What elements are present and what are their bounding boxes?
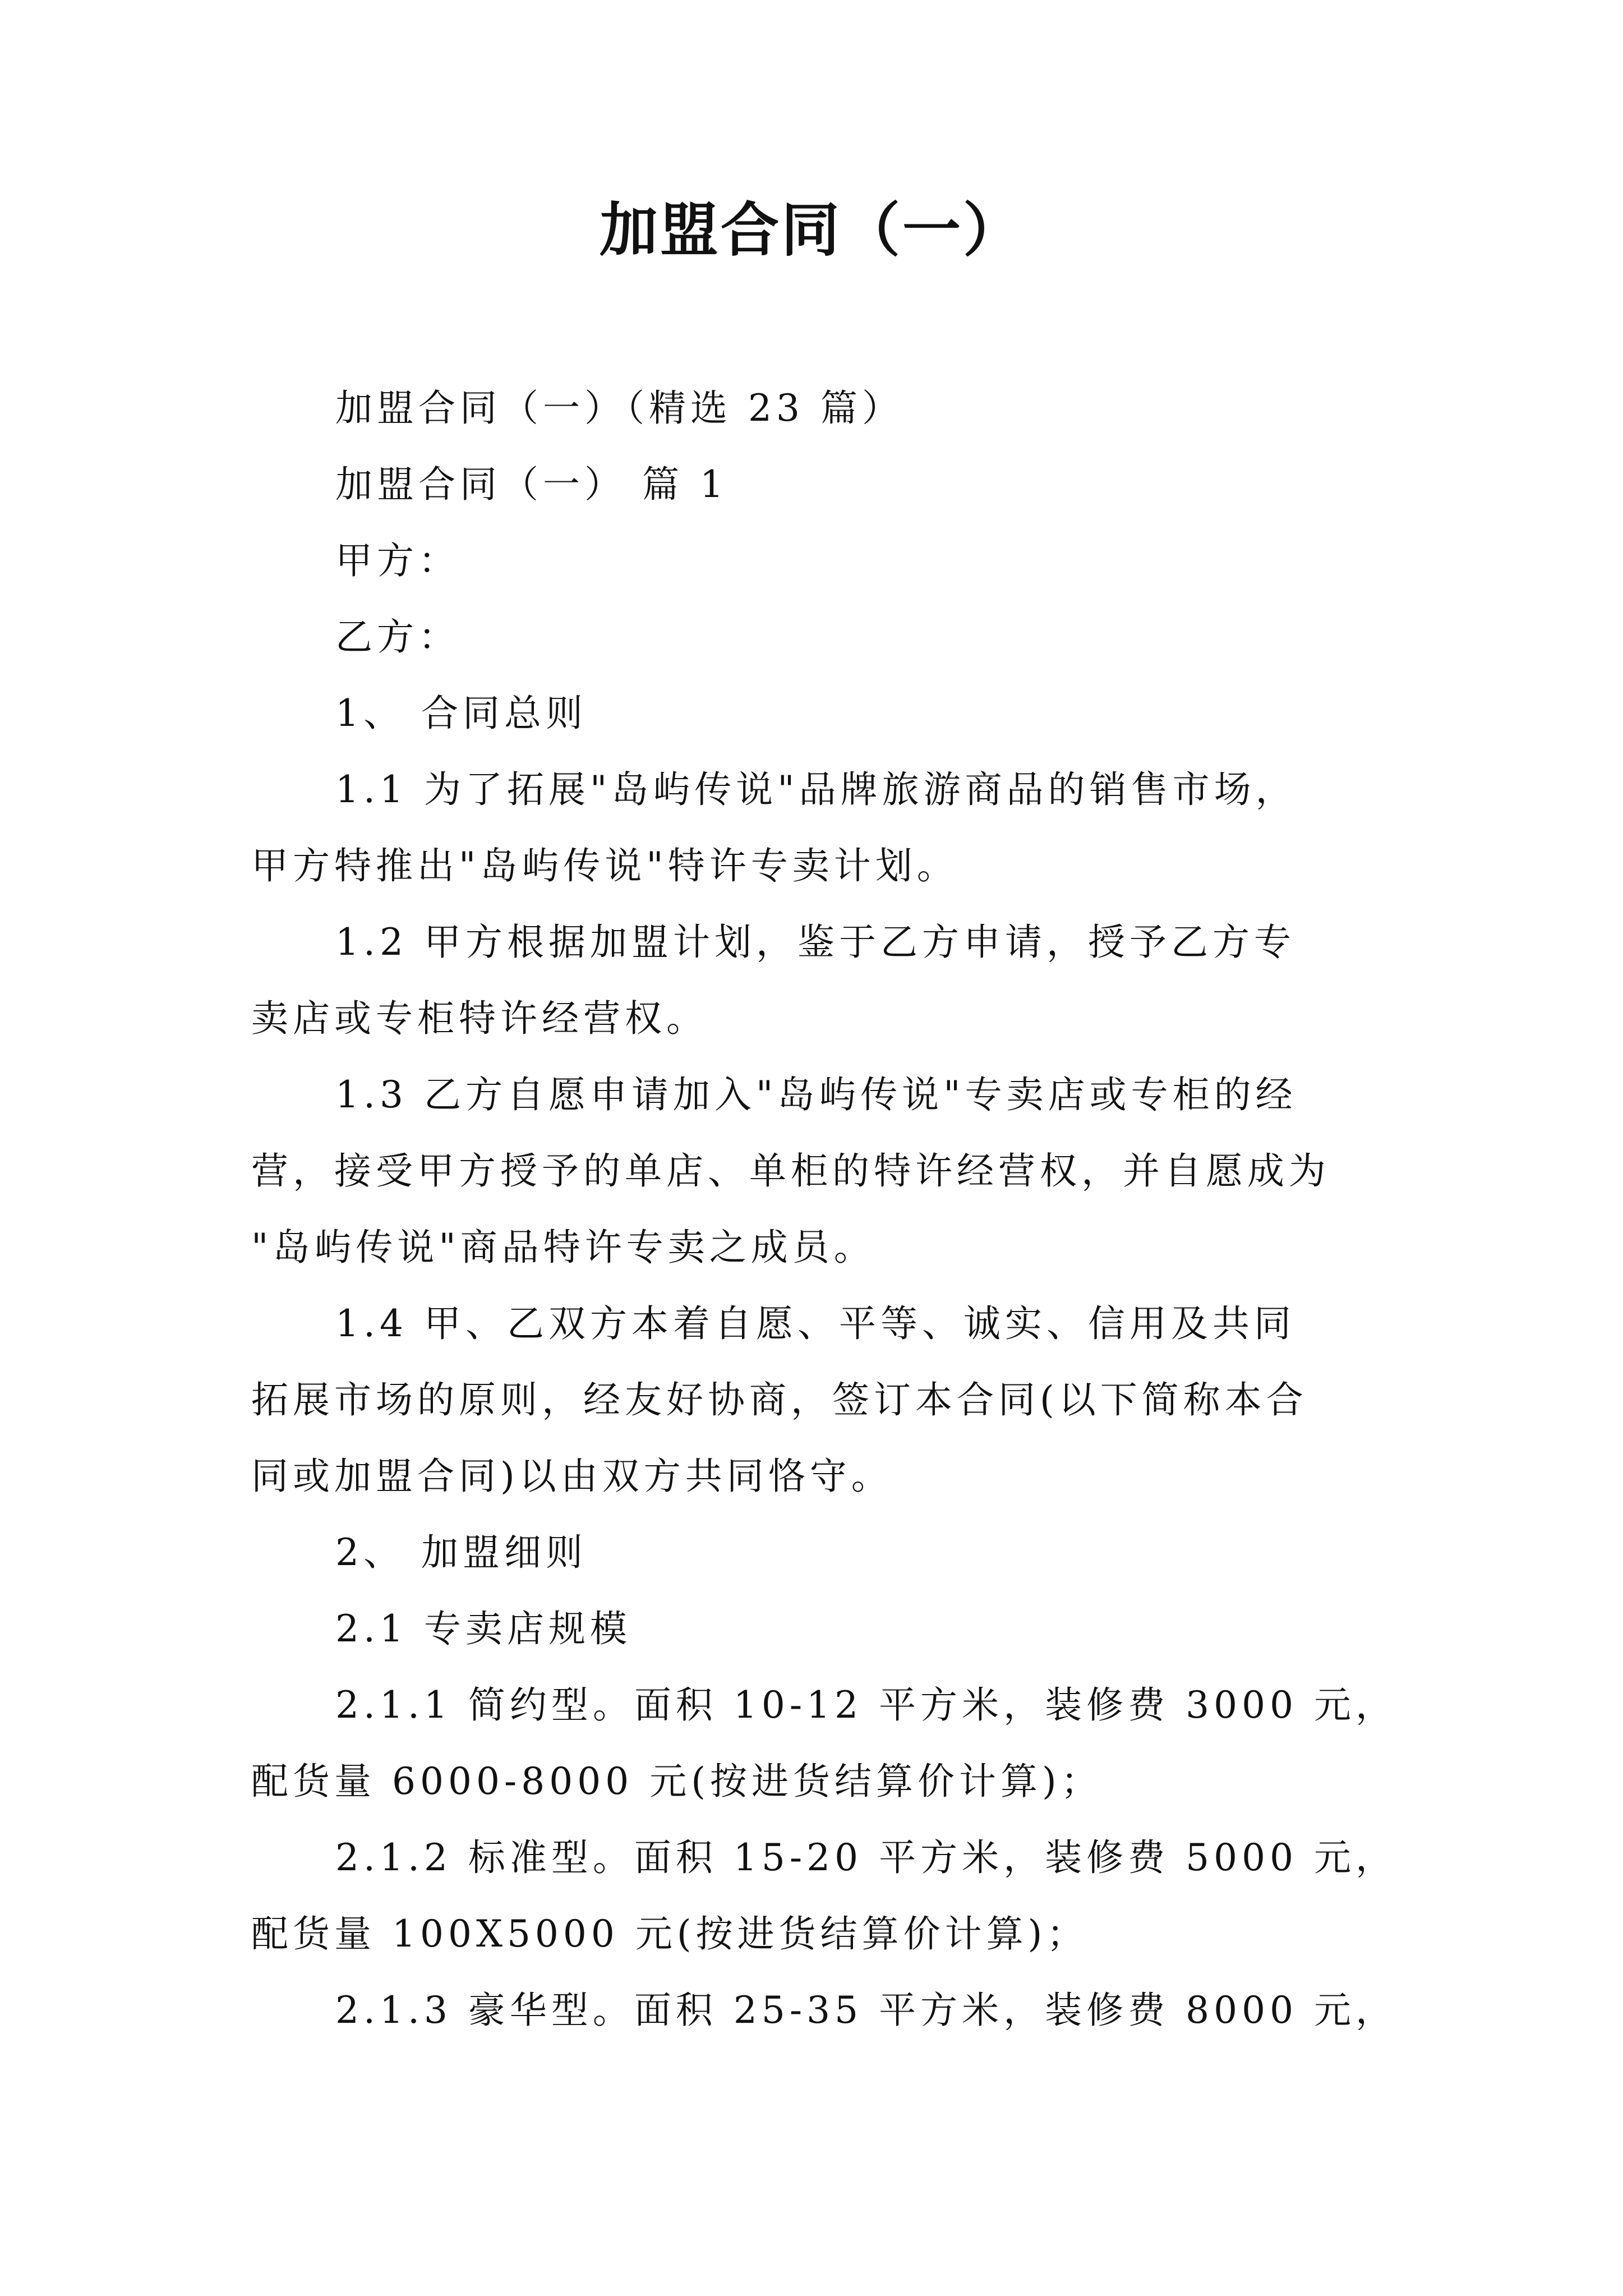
body-line: 营，接受甲方授予的单店、单柜的特许经营权，并自愿成为 xyxy=(251,1149,1330,1193)
body-line: 1.2 甲方根据加盟计划，鉴于乙方申请，授予乙方专 xyxy=(335,921,1295,964)
body-line: 同或加盟合同)以由双方共同恪守。 xyxy=(251,1455,893,1498)
body-line: 甲方： xyxy=(335,539,460,582)
body-line: 卖店或专柜特许经营权。 xyxy=(251,997,708,1040)
body-line: 2.1.2 标准型。面积 15-20 平方米，装修费 5000 元， xyxy=(335,1836,1398,1879)
body-line: 2、 加盟细则 xyxy=(335,1531,587,1574)
document-body xyxy=(251,370,1541,2049)
body-line: 拓展市场的原则，经友好协商，签订本合同(以下简称本合 xyxy=(251,1378,1308,1421)
body-line: 2.1.3 豪华型。面积 25-35 平方米，装修费 8000 元， xyxy=(335,1989,1398,2032)
body-line: 1.1 为了拓展"岛屿传说"品牌旅游商品的销售市场， xyxy=(335,768,1297,811)
document-title: 加盟合同（一） xyxy=(599,195,1023,264)
body-line: 2.1 专卖店规模 xyxy=(335,1607,631,1650)
body-line: 2.1.1 简约型。面积 10-12 平方米，装修费 3000 元， xyxy=(335,1683,1398,1727)
body-line: 1.4 甲、乙双方本着自愿、平等、诚实、信用及共同 xyxy=(335,1302,1295,1345)
body-line: "岛屿传说"商品特许专卖之成员。 xyxy=(251,1226,875,1269)
body-line: 配货量 100X5000 元(按进货结算价计算)； xyxy=(251,1912,1089,1955)
body-line: 甲方特推出"岛屿传说"特许专卖计划。 xyxy=(251,844,958,887)
body-line: 配货量 6000-8000 元(按进货结算价计算)； xyxy=(251,1760,1103,1803)
body-line: 1、 合同总则 xyxy=(335,692,587,735)
body-line: 1.3 乙方自愿申请加入"岛屿传说"专卖店或专柜的经 xyxy=(335,1073,1297,1116)
body-line: 加盟合同（一）（精选 23 篇） xyxy=(335,386,903,430)
body-line: 加盟合同（一） 篇 1 xyxy=(335,463,728,506)
body-line: 乙方： xyxy=(335,615,460,659)
